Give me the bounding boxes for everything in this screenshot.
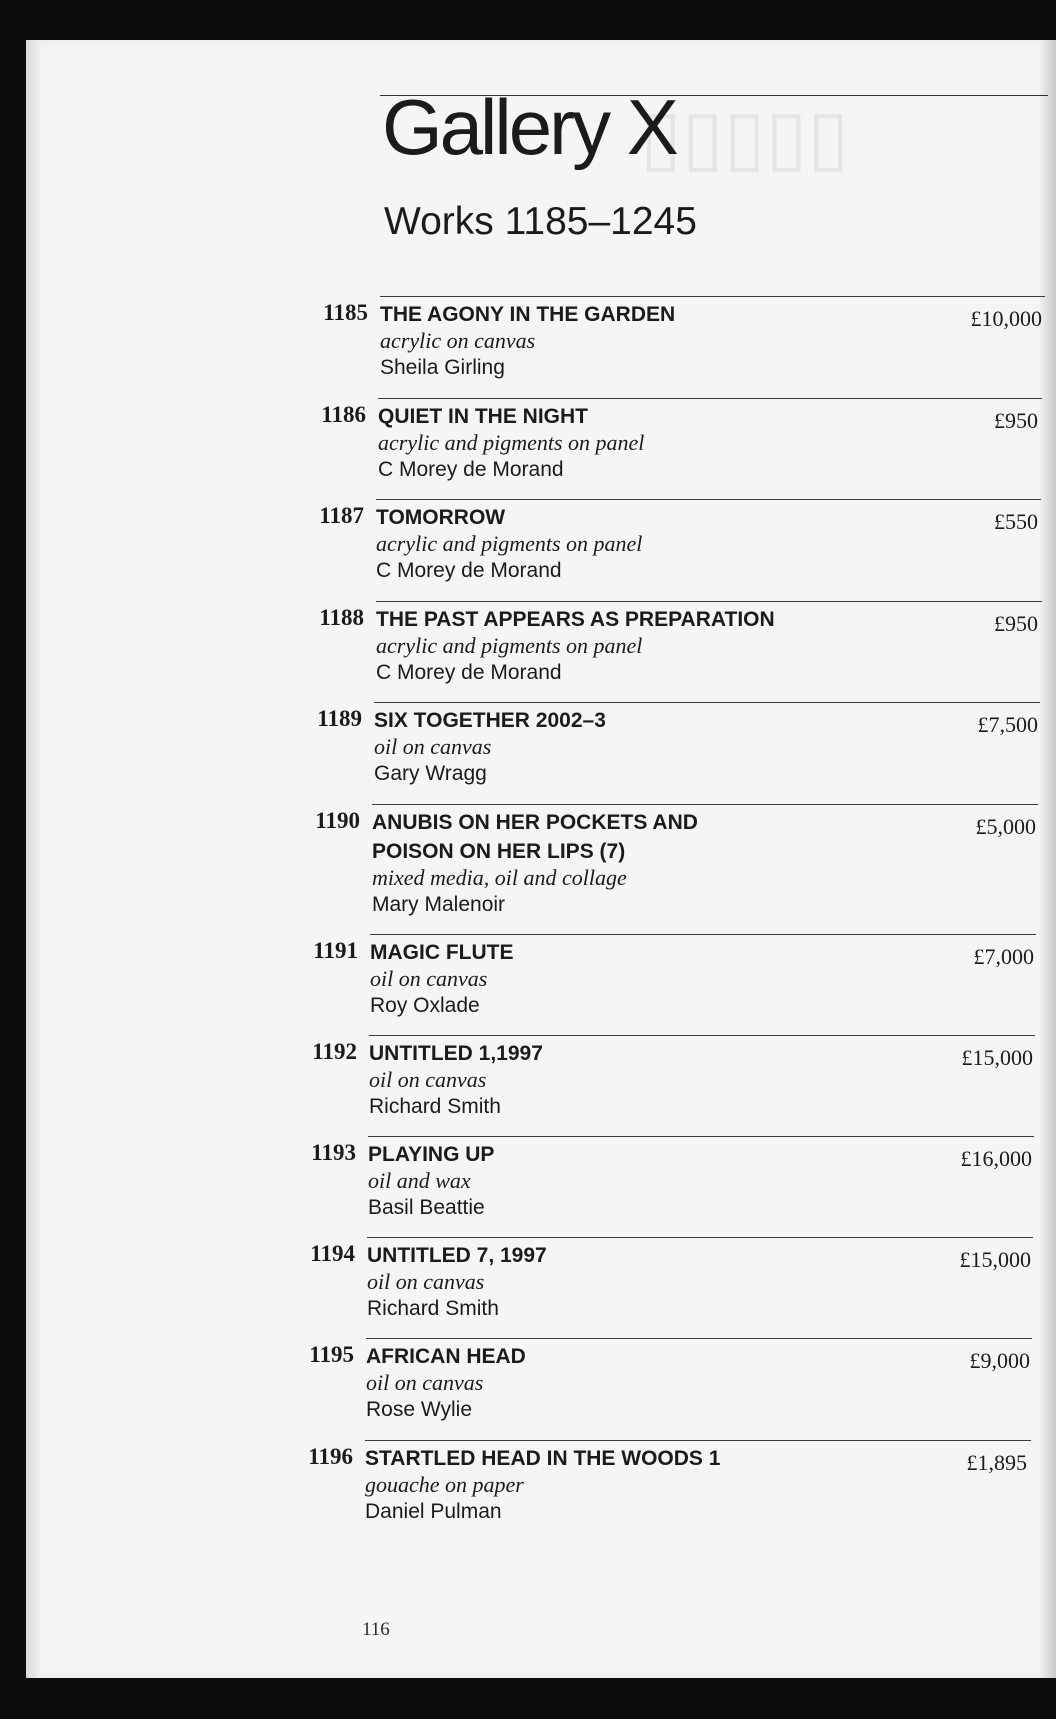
entry-medium: oil on canvas (367, 1269, 485, 1294)
entry-price: £15,000 (959, 1247, 1031, 1272)
entry-artist: Richard Smith (369, 1095, 501, 1118)
facing-page-edge (1040, 40, 1056, 1678)
entry-rule (367, 1237, 1033, 1238)
entry-number: 1195 (309, 1342, 354, 1367)
entry-rule (376, 601, 1042, 602)
entry-medium: gouache on paper (365, 1472, 524, 1497)
entry-artist: Gary Wragg (374, 762, 487, 785)
entry-title: THE PAST APPEARS AS PREPARATION (376, 608, 775, 631)
entry-number: 1189 (317, 706, 362, 731)
page-subtitle: Works 1185–1245 (384, 200, 697, 243)
page-binding-edge (26, 40, 40, 1678)
entry-rule (376, 499, 1041, 500)
entry-price: £1,895 (966, 1450, 1027, 1475)
entry-artist: C Morey de Morand (378, 458, 564, 481)
entry-number: 1192 (312, 1039, 357, 1064)
entry-artist: Roy Oxlade (370, 994, 480, 1017)
entry-artist: Daniel Pulman (365, 1500, 502, 1523)
entry-title: TOMORROW (376, 506, 506, 529)
entry-number: 1186 (321, 402, 366, 427)
entry-medium: oil on canvas (366, 1370, 484, 1395)
entry-rule (369, 1035, 1035, 1036)
entry-artist: Mary Malenoir (372, 893, 506, 916)
entry-artist: C Morey de Morand (376, 559, 562, 582)
entry-medium: mixed media, oil and collage (372, 865, 627, 890)
entry-rule (366, 1338, 1032, 1339)
entry-price: £9,000 (969, 1348, 1030, 1373)
entry-rule (378, 398, 1042, 399)
entry-medium: acrylic and pigments on panel (376, 531, 643, 556)
entry-title: AFRICAN HEAD (366, 1345, 526, 1368)
entry-number: 1191 (313, 938, 358, 963)
entry-rule (372, 804, 1038, 805)
entry-medium: acrylic on canvas (380, 328, 536, 353)
entry-title: ANUBIS ON HER POCKETS AND (372, 811, 698, 834)
entry-price: £16,000 (960, 1146, 1032, 1171)
entry-number: 1185 (323, 300, 368, 325)
entry-number: 1194 (310, 1241, 355, 1266)
entry-number: 1187 (319, 503, 364, 528)
page-number: 116 (362, 1619, 390, 1640)
entry-price: £5,000 (975, 814, 1036, 839)
entry-number: 1190 (315, 808, 360, 833)
entry-rule (380, 296, 1045, 297)
page-title: Gallery X (382, 83, 676, 171)
entry-price: £950 (994, 611, 1038, 636)
entry-title: MAGIC FLUTE (370, 941, 514, 964)
entry-rule (374, 702, 1040, 703)
entry-medium: oil and wax (368, 1168, 471, 1193)
entry-price: £950 (994, 408, 1038, 433)
entry-title: QUIET IN THE NIGHT (378, 405, 588, 428)
show-through-heading: ▯▯▯▯▯ (640, 95, 850, 180)
entry-rule (370, 934, 1036, 935)
entry-title: STARTLED HEAD IN THE WOODS 1 (365, 1447, 721, 1470)
entry-artist: Basil Beattie (368, 1196, 485, 1219)
entry-rule (365, 1440, 1031, 1441)
entry-title: UNTITLED 7, 1997 (367, 1244, 547, 1267)
entry-medium: oil on canvas (374, 734, 492, 759)
entry-number: 1196 (308, 1444, 353, 1469)
entry-title-line2: POISON ON HER LIPS (7) (372, 840, 626, 863)
entry-medium: acrylic and pigments on panel (378, 430, 645, 455)
entry-title: THE AGONY IN THE GARDEN (380, 303, 676, 326)
entry-medium: acrylic and pigments on panel (376, 633, 643, 658)
entry-price: £7,000 (973, 944, 1034, 969)
entry-artist: Richard Smith (367, 1297, 499, 1320)
entry-price: £15,000 (961, 1045, 1033, 1070)
entry-rule (368, 1136, 1034, 1137)
entry-title: PLAYING UP (368, 1143, 495, 1166)
entry-price: £7,500 (977, 712, 1038, 737)
entry-artist: C Morey de Morand (376, 661, 562, 684)
entry-artist: Rose Wylie (366, 1398, 473, 1421)
entry-medium: oil on canvas (369, 1067, 487, 1092)
entry-artist: Sheila Girling (380, 356, 505, 379)
entry-number: 1188 (319, 605, 364, 630)
entry-price: £550 (994, 509, 1038, 534)
entry-title: SIX TOGETHER 2002–3 (374, 709, 606, 732)
entry-medium: oil on canvas (370, 966, 488, 991)
entry-price: £10,000 (970, 306, 1042, 331)
entry-title: UNTITLED 1,1997 (369, 1042, 543, 1065)
entry-number: 1193 (311, 1140, 356, 1165)
